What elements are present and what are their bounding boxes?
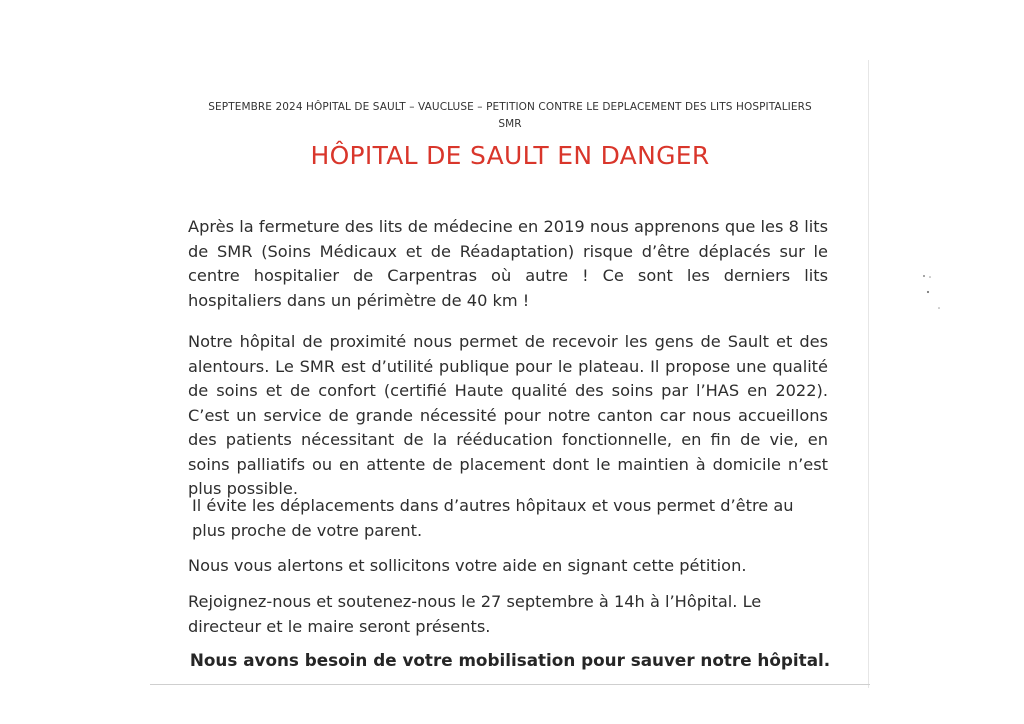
closing-statement: Nous avons besoin de votre mobilisation pour sauver notre hôpital. bbox=[189, 650, 831, 670]
page-title: HÔPITAL DE SAULT EN DANGER bbox=[310, 141, 710, 170]
header-line-1: SEPTEMBRE 2024 HÔPITAL DE SAULT – VAUCLUSE – PETITION CONTRE LE DEPLACEMENT DES LITS HOSPITALIERS bbox=[208, 101, 812, 113]
paper-edge-bottom bbox=[150, 684, 870, 685]
paragraph-2: Notre hôpital de proximité nous permet de recevoir les gens de Sault et des alentours. Le SMR est d’utilité publique pour le plateau. Il propose une qualité de soins et de confort (certifié Haute qualité des soins par l’HAS en 2022). C’est un service de grande nécessité pour notre canton car nous accueillons des patients nécessitant de la rééducation fonctionnelle, en fin de vie, en soins palliatifs ou en attente de placement dont le maintien à domicile n’est plus possible. bbox=[188, 332, 828, 498]
header-line-2: SMR bbox=[498, 118, 522, 130]
scan-specks bbox=[918, 272, 948, 316]
paragraph-1: Après la fermeture des lits de médecine en 2019 nous apprenons que les 8 lits de SMR (Soins Médicaux et de Réadaptation) risque d’être déplacés sur le centre hospitalier de Carpentras où autre ! Ce sont les derniers lits hospitaliers dans un périmètre de 40 km ! bbox=[188, 217, 828, 310]
paragraph-4: Nous vous alertons et sollicitons votre aide en signant cette pétition. bbox=[188, 556, 747, 575]
paragraph-3: Il évite les déplacements dans d’autres hôpitaux et vous permet d’être au plus proche de votre parent. bbox=[192, 496, 794, 540]
paragraph-5: Rejoignez-nous et soutenez-nous le 27 septembre à 14h à l’Hôpital. Le directeur et le maire seront présents. bbox=[188, 592, 762, 636]
